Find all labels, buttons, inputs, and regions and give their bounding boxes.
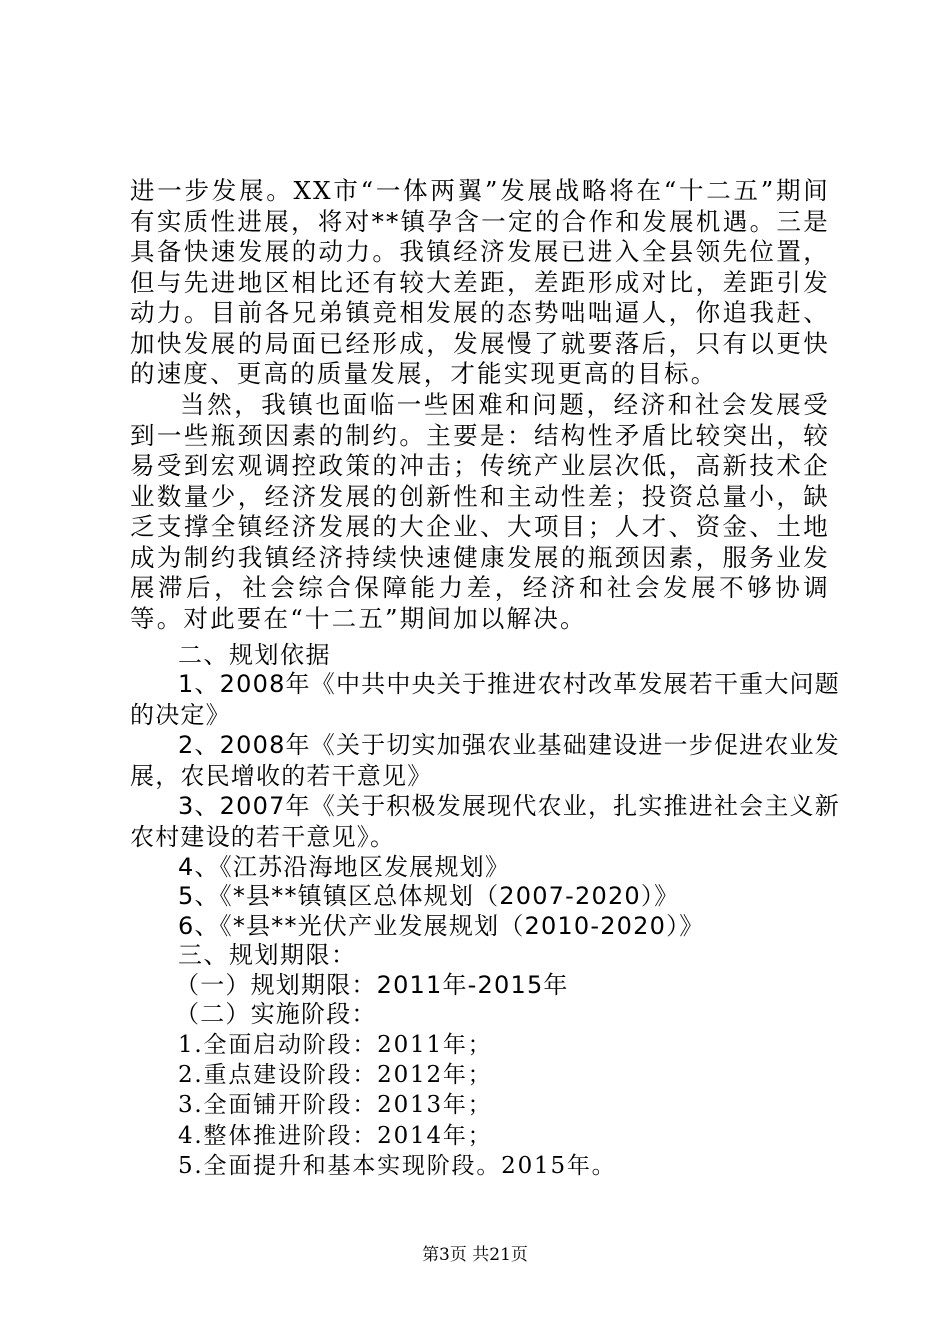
reference-item-5: 5、《*县**镇镇区总体规划（2007-2020）》 bbox=[178, 882, 680, 910]
paragraph-development-opportunities: 进一步发展。XX市“一体两翼”发展战略将在“十二五”期间有实质性进展，将对**镇孕含一定的合作和发展机遇。三是具备快速发展的动力。我镇经济发展已进入全县领先位置，但与先进地区相比还有较大差距，差距形成对比，差距引发动力。目前各兄弟镇竞相发展的态势咄咄逼人，你追我赶、加快发展的局面已经形成，发展慢了就要落后，只有以更快的速度、更高的质量发展，才能实现更高的目标。 bbox=[130, 176, 830, 388]
reference-item-3 bbox=[130, 791, 840, 853]
stage-item-2: 2.重点建设阶段：2012年； bbox=[178, 1062, 493, 1088]
stage-item-5: 5.全面提升和基本实现阶段。2015年。 bbox=[178, 1153, 617, 1179]
reference-item-2-text: 2、2008年《关于切实加强农业基础建设进一步促进农业发展，农民增收的若干意见》 bbox=[130, 731, 840, 790]
implementation-stages-heading: （二）实施阶段： bbox=[175, 1000, 377, 1028]
paragraph-difficulties: 当然，我镇也面临一些困难和问题，经济和社会发展受到一些瓶颈因素的制约。主要是：结构性矛盾比较突出，较易受到宏观调控政策的冲击；传统产业层次低，高新技术企业数量少，经济发展的创新性和主动性差；投资总量小，缺乏支撑全镇经济发展的大企业、大项目；人才、资金、土地成为制约我镇经济持续快速健康发展的瓶颈因素，服务业发展滞后，社会综合保障能力差，经济和社会发展不够协调等。对此要在“十二五”期间加以解决。 bbox=[130, 390, 830, 633]
reference-item-3-text: 3、2007年《关于积极发展现代农业，扎实推进社会主义新农村建设的若干意见》。 bbox=[130, 792, 840, 851]
reference-item-1-text: 1、2008年《中共中央关于推进农村改革发展若干重大问题的决定》 bbox=[130, 670, 840, 729]
reference-item-2 bbox=[130, 730, 840, 792]
reference-item-6: 6、《*县**光伏产业发展规划（2010-2020）》 bbox=[178, 912, 705, 940]
reference-item-1 bbox=[130, 669, 840, 731]
page-number-footer: 第3页 共21页 bbox=[422, 1245, 528, 1265]
reference-item-4: 4、《江苏沿海地区发展规划》 bbox=[178, 853, 511, 881]
planning-period-line: （一）规划期限：2011年-2015年 bbox=[175, 971, 569, 999]
stage-item-1: 1.全面启动阶段：2011年； bbox=[178, 1032, 493, 1058]
stage-item-3: 3.全面铺开阶段：2013年； bbox=[178, 1092, 493, 1118]
section-heading-planning-period: 三、规划期限： bbox=[178, 941, 357, 969]
section-heading-planning-basis: 二、规划依据 bbox=[178, 641, 331, 669]
stage-item-4: 4.整体推进阶段：2014年； bbox=[178, 1123, 493, 1149]
